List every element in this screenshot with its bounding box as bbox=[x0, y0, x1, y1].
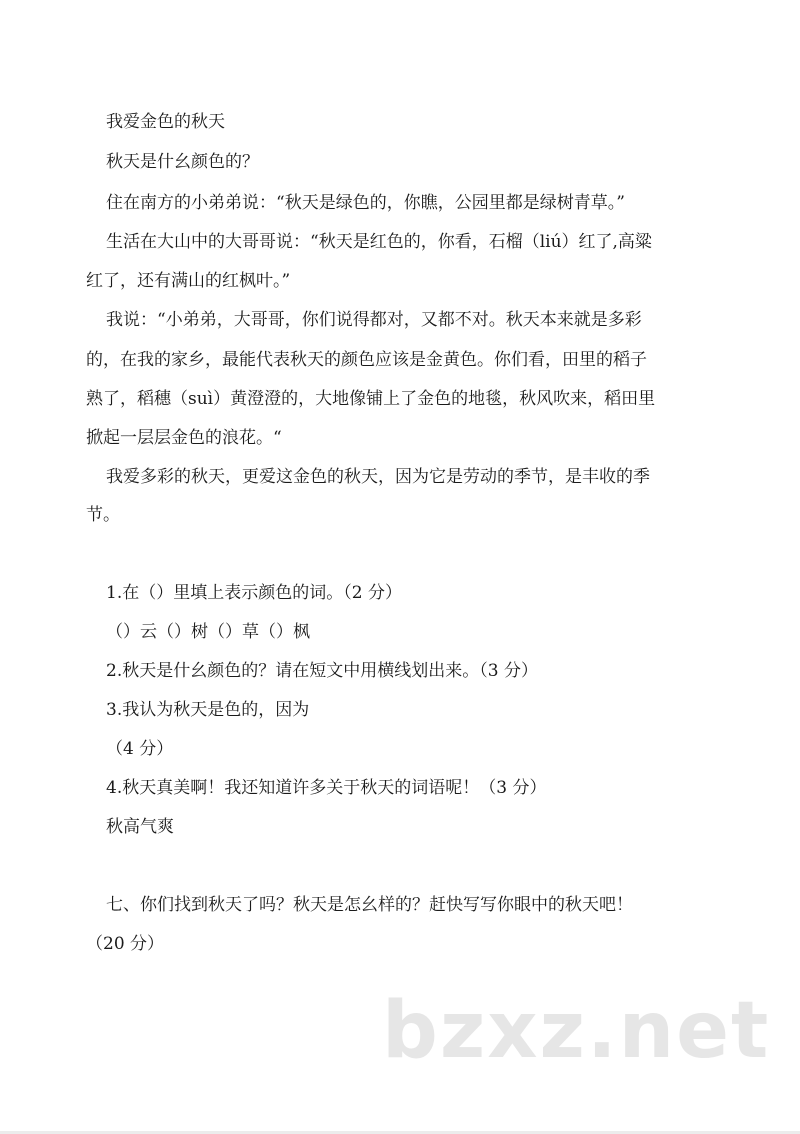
question-2: 2.秋天是什幺颜色的？请在短文中用横线划出来。（3 分） bbox=[106, 661, 538, 681]
passage-question: 秋天是什幺颜色的？ bbox=[106, 152, 259, 172]
paragraph-4-line-1: 我爱多彩的秋天，更爱这金色的秋天，因为它是劳动的季节，是丰收的季 bbox=[106, 467, 650, 487]
paragraph-3-line-2: 的，在我的家乡，最能代表秋天的颜色应该是金黄色。你们看，田里的稻子 bbox=[86, 350, 647, 370]
question-4: 4.秋天真美啊！我还知道许多关于秋天的词语呢！（3 分） bbox=[106, 778, 547, 798]
paragraph-1: 住在南方的小弟弟说：“秋天是绿色的，你瞧，公园里都是绿树青草。” bbox=[106, 193, 625, 213]
passage-title: 我爱金色的秋天 bbox=[106, 112, 225, 132]
paragraph-2-line-2: 红了，还有满山的红枫叶。” bbox=[86, 271, 291, 291]
paragraph-3-line-1: 我说：“小弟弟，大哥哥，你们说得都对，又都不对。秋天本来就是多彩 bbox=[106, 310, 642, 330]
question-3-score: （4 分） bbox=[106, 739, 174, 759]
question-1-blanks: （）云（）树（）草（）枫 bbox=[106, 622, 310, 642]
section-7-score: （20 分） bbox=[86, 934, 165, 954]
paragraph-3-line-3: 熟了，稻穗（suì）黄澄澄的，大地像铺上了金色的地毯，秋风吹来，稻田里 bbox=[86, 389, 656, 409]
paragraph-4-line-2: 节。 bbox=[86, 505, 120, 525]
section-7-prompt: 七、你们找到秋天了吗？秋天是怎幺样的？赶快写写你眼中的秋天吧！ bbox=[106, 895, 633, 915]
question-1: 1.在（）里填上表示颜色的词。（2 分） bbox=[106, 583, 402, 603]
paragraph-2-line-1: 生活在大山中的大哥哥说：“秋天是红色的，你看，石榴（liú）红了,高粱 bbox=[106, 232, 652, 252]
question-4-example: 秋高气爽 bbox=[106, 817, 174, 837]
question-3: 3.我认为秋天是色的，因为 bbox=[106, 700, 310, 720]
paragraph-3-line-4: 掀起一层层金色的浪花。“ bbox=[86, 428, 282, 448]
watermark: bzxz.net bbox=[382, 986, 771, 1076]
